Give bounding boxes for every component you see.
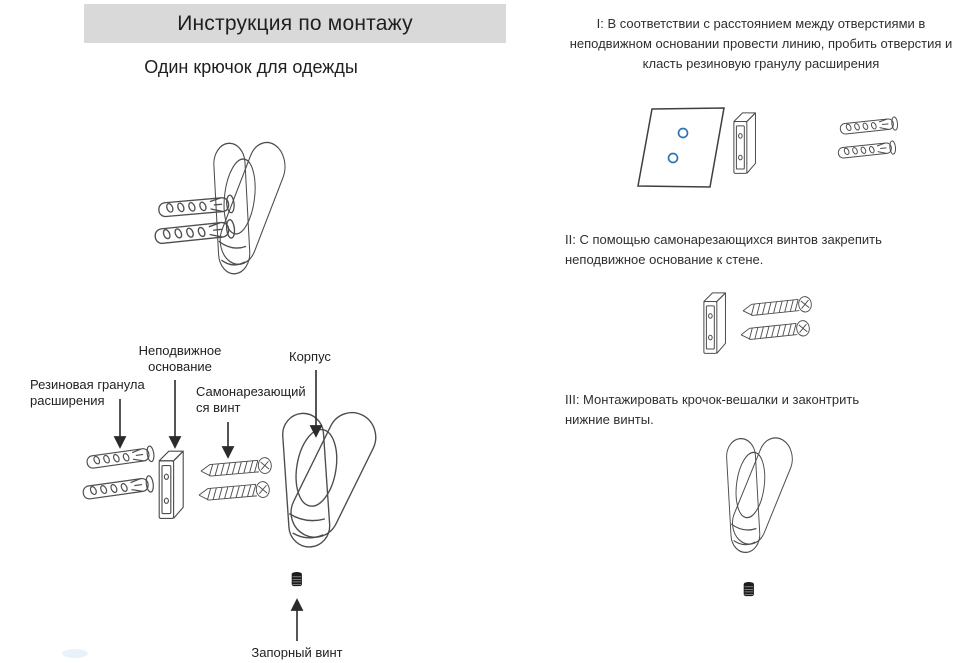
step3-hook-icon	[726, 431, 798, 554]
step-1-text: I: В соответствии с расстоянием между отверстиями в неподвижном основании провести линию, пробить отверстия и класть резиновую гранулу расширения	[569, 16, 953, 71]
exploded-locking-screw-icon	[292, 572, 302, 586]
exploded-view-illustration	[82, 404, 384, 586]
page-subtitle: Один крючок для одежды	[144, 57, 358, 77]
page-title: Инструкция по монтажу	[177, 11, 413, 35]
step2-screw-1-icon	[742, 296, 812, 318]
stray-ink-mark	[62, 649, 88, 658]
title-bar	[84, 4, 506, 43]
drill-hole-1-icon	[679, 129, 688, 138]
assembled-hook-icon	[213, 134, 291, 275]
label-rubber-line1: Резиновая гранула	[30, 377, 145, 392]
exploded-screw-2-icon	[198, 481, 270, 503]
exploded-dowel-2-icon	[82, 475, 154, 501]
label-rubber-expansion-plug	[30, 377, 175, 409]
step-3-text: III: Монтажировать крочок-вешалки и законтрить нижние винты.	[565, 392, 860, 427]
step1-fixed-base-icon	[734, 113, 756, 173]
label-self-tapping-screw	[196, 384, 316, 416]
exploded-fixed-base-icon	[159, 451, 183, 518]
assembled-dowel-2-icon	[154, 219, 235, 246]
assembled-hook-illustration	[154, 134, 291, 275]
label-rubber-line2: расширения	[30, 393, 105, 408]
step1-dowel-1-icon	[840, 117, 898, 136]
step1-illustration	[638, 108, 898, 187]
label-selftap-line2: ся винт	[196, 400, 241, 415]
wall-plate-icon	[638, 108, 724, 187]
label-body: Корпус	[289, 349, 331, 364]
label-fixed-base	[128, 343, 232, 375]
step2-illustration	[704, 293, 812, 353]
label-selftap-line1: Самонарезающий	[196, 384, 306, 399]
step2-screw-2-icon	[740, 320, 810, 342]
exploded-hook-icon	[281, 404, 384, 548]
label-fixed-base-line1: Неподвижное	[138, 343, 222, 358]
step3-illustration	[726, 431, 798, 596]
exploded-screw-1-icon	[200, 457, 272, 479]
step-2-text: II: С помощью самонарезающихся винтов закрепить неподвижное основание к стене.	[565, 232, 882, 267]
step1-dowel-2-icon	[838, 141, 896, 160]
step3-locking-screw-icon	[744, 582, 754, 596]
step2-fixed-base-icon	[704, 293, 726, 353]
label-fixed-base-line2: основание	[148, 359, 212, 374]
label-locking-screw: Запорный винт	[251, 645, 343, 660]
assembled-dowel-1-icon	[158, 195, 235, 219]
exploded-dowel-1-icon	[86, 446, 155, 471]
drill-hole-2-icon	[669, 154, 678, 163]
